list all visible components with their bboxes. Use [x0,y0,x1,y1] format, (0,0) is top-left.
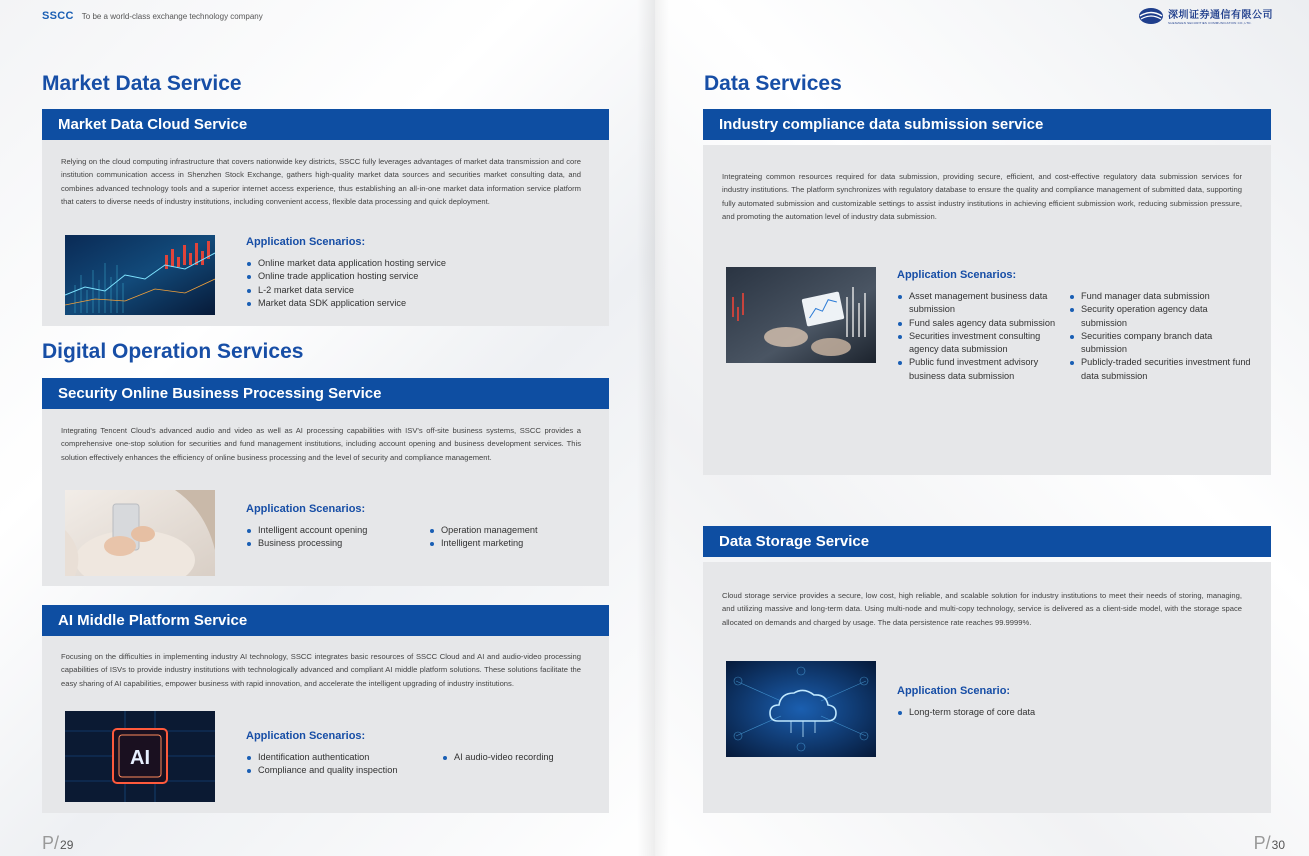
security-online-desc: Integrating Tencent Cloud's advanced audio and video as well as AI processing capabilities with ISV's off-site business systems, SSCC provides a comprehensive one-stop solution for securities and fund management institutions, including account opening and business development services. This solution effectively enhances the efficiency of online business processing and the level of security and compliance management. [61,426,581,462]
list-item: Publicly-traded securities investment fund data submission [1069,356,1251,383]
security-scenarios-col2 [429,524,599,551]
globe-logo-icon [1138,7,1164,25]
logo-chinese-name: 深圳证券通信有限公司 [1168,10,1273,21]
list-item: Long-term storage of core data [897,706,1197,719]
security-scenarios-title: Application Scenarios: [246,503,366,515]
list-item: Public fund investment advisory business data submission [897,356,1057,383]
tagline: To be a world-class exchange technology company [81,12,263,21]
market-data-cloud-bar: Market Data Cloud Service [42,109,609,140]
data-services-title: Data Services [704,72,842,95]
ai-scenarios-title: Application Scenarios: [246,730,366,742]
phone-hands-image [65,490,215,576]
page-prefix: P/ [1253,833,1271,853]
logo-english-name: SHENZHEN SECURITIES COMMUNICATION CO.,LTD. [1168,21,1252,25]
page-prefix: P/ [42,833,60,853]
storage-scenario-list [897,706,1197,719]
market-data-title: Market Data Service [42,72,242,95]
ai-scenarios-col2 [442,751,592,764]
page-number [1254,833,1285,854]
list-item: Operation management [429,524,599,537]
compliance-desc: Integrateing common resources required for data submission, providing secure, efficient, and cost-effective regulatory data submission services for industry institutions. The platform synchronizes with regulatory database to ensure the quality and compliance management of submitted data, supporting fully automated submission and customizable settings to assist industry institutions in achieving efficient submission work, reducing submission pressure, and promoting the automation level of industry data submission. [722,172,1242,222]
list-item: Securities company branch data submission [1069,330,1251,357]
list-item: Securities investment consulting agency data submission [897,330,1057,357]
cloud-network-image [726,661,876,757]
cloud-scenarios-list [246,257,576,310]
list-item: Fund sales agency data submission [897,317,1057,330]
storage-scenario-title: Application Scenario: [897,685,1011,697]
brand-name: SSCC [42,10,74,22]
list-item: Asset management business data submission [897,290,1057,317]
cloud-scenarios-title: Application Scenarios: [246,236,366,248]
tablet-meeting-image [726,267,876,363]
ai-chip-image [65,711,215,802]
list-item: AI audio-video recording [442,751,592,764]
list-item: Security operation agency data submission [1069,303,1251,330]
list-item: Intelligent account opening [246,524,421,537]
list-item: Online market data application hosting service [246,257,576,270]
market-data-cloud-desc: Relying on the cloud computing infrastructure that covers nationwide key districts, SSCC fully leverages advantages of market data transmission and core institution communication access in Shenzhen Stock Exchange, gathers high-quality market data sources and securities market consulting data, and combines advanced technology tools and a superior internet access experience, thus establishing an all-in-one market data information service platform that caters to diverse needs of industry institutions, including convenient access, flexible data processing and quick deployment. [61,157,581,207]
ai-platform-desc: Focusing on the difficulties in implementing industry AI technology, SSCC integrates basic resources of SSCC Cloud and AI and audio-video processing capabilities of ISVs to provide industry institutions with technologically advanced and compliant AI middle platform solutions. These solutions facilitate the easy sharing of AI capabilities, empower business with rapid innovation, and accelerate the intelligent upgrading of industry institutions. [61,652,581,688]
page-header [42,10,263,22]
ai-chip-label: AI [130,747,150,769]
company-logo [1138,6,1273,25]
list-item: Market data SDK application service [246,297,576,310]
list-item: Identification authentication [246,751,436,764]
compliance-scenarios-col2 [1069,290,1251,383]
digital-operation-title: Digital Operation Services [42,340,304,363]
page-number-value: 29 [60,838,74,852]
page-number-value: 30 [1271,838,1285,852]
list-item: Compliance and quality inspection [246,764,436,777]
list-item: L-2 market data service [246,284,576,297]
page-number [42,833,73,854]
market-chart-image [65,235,215,315]
compliance-scenarios-col1 [897,290,1057,383]
ai-platform-bar: AI Middle Platform Service [42,605,609,636]
data-storage-desc: Cloud storage service provides a secure, low cost, high reliable, and scalable solution for industry institutions to meet their needs of storing, managing, and utilizing massive and long-term data. Using multi-node and multi-copy technology, service is delivered as a client-side model, with the storage space allocated on demands and charged by usage. The data persistence rate reaches 99.9999%. [722,591,1242,627]
list-item: Online trade application hosting service [246,270,576,283]
list-item: Business processing [246,537,421,550]
list-item: Intelligent marketing [429,537,599,550]
security-online-bar: Security Online Business Processing Service [42,378,609,409]
ai-scenarios-col1 [246,751,436,778]
right-page [655,0,1309,856]
data-storage-bar: Data Storage Service [703,526,1271,557]
list-item: Fund manager data submission [1069,290,1251,303]
security-scenarios-col1 [246,524,421,551]
compliance-scenarios-title: Application Scenarios: [897,269,1017,281]
compliance-bar: Industry compliance data submission service [703,109,1271,140]
